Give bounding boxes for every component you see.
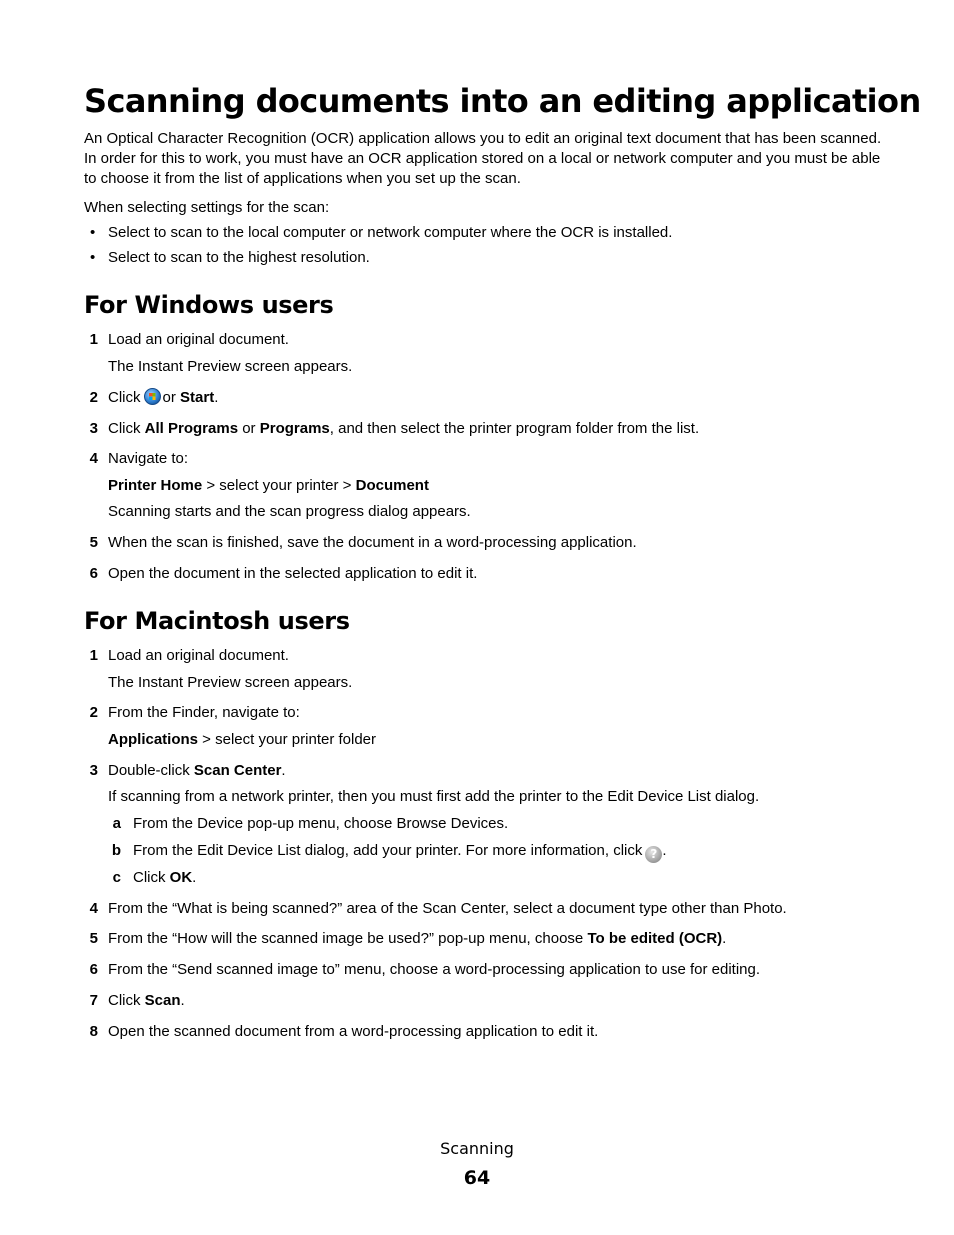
substep-letter: a [112, 815, 121, 832]
step-number: 5 [89, 534, 98, 551]
substep-text: Click OK. [133, 869, 197, 886]
navigation-path: Printer Home > select your printer > Document [108, 477, 429, 494]
step-number: 1 [89, 331, 98, 348]
step-text: Load an original document. [108, 331, 289, 348]
step-number: 4 [89, 450, 98, 467]
settings-lead: When selecting settings for the scan: [84, 199, 330, 216]
bullet-glyph: • [90, 224, 96, 241]
step-number: 4 [89, 900, 98, 917]
windows-heading: For Windows users [84, 291, 334, 319]
navigation-path: Applications > select your printer folder [108, 731, 377, 748]
step-number: 6 [89, 961, 98, 978]
substep-letter: c [112, 869, 121, 886]
step-text: From the “What is being scanned?” area of the Scan Center, select a document type other than Photo. [108, 900, 787, 917]
step-text: From the “Send scanned image to” menu, choose a word-processing application to use for editing. [108, 961, 761, 978]
step-number: 6 [89, 565, 98, 582]
step-number: 8 [89, 1023, 98, 1040]
step-text: Click or Start. [108, 389, 219, 406]
page-number: 64 [463, 1167, 491, 1189]
bullet-item: Select to scan to the local computer or network computer where the OCR is installed. [108, 224, 673, 241]
step-text: Click All Programs or Programs, and then select the printer program folder from the list. [108, 420, 700, 437]
substep-text: From the Edit Device List dialog, add your printer. For more information, click ? . [133, 842, 667, 861]
windows-start-orb-icon [144, 388, 161, 405]
macintosh-heading: For Macintosh users [84, 607, 350, 635]
step-subtext: The Instant Preview screen appears. [108, 358, 353, 375]
bullet-item: Select to scan to the highest resolution. [108, 249, 370, 266]
footer-section-label: Scanning [440, 1139, 514, 1158]
substep-letter: b [111, 842, 121, 859]
step-number: 3 [89, 762, 98, 779]
step-subtext: The Instant Preview screen appears. [108, 674, 353, 691]
step-number: 1 [89, 647, 98, 664]
page-title: Scanning documents into an editing application [84, 82, 921, 120]
step-number: 2 [89, 389, 98, 406]
step-number: 7 [89, 992, 98, 1009]
step-text: When the scan is finished, save the document in a word-processing application. [108, 534, 637, 551]
step-text: Open the scanned document from a word-processing application to edit it. [108, 1023, 599, 1040]
step-number: 2 [89, 704, 98, 721]
step-text: Navigate to: [108, 450, 189, 467]
step-number: 5 [89, 930, 98, 947]
step-text: From the “How will the scanned image be used?” pop-up menu, choose To be edited (OCR). [108, 930, 727, 947]
substep-text: From the Device pop-up menu, choose Browse Devices. [133, 815, 509, 832]
help-question-icon: ? [645, 846, 662, 863]
step-text: Double-click Scan Center. [108, 762, 286, 779]
bullet-glyph: • [90, 249, 96, 266]
intro-paragraph: An Optical Character Recognition (OCR) application allows you to edit an original text document that has been scanned. In order for this to work, you must have an OCR application stored on a local or network computer and you must be able to choose it from the list of applications when you set up the scan. [84, 130, 882, 187]
step-number: 3 [89, 420, 98, 437]
step-subtext: If scanning from a network printer, then you must first add the printer to the Edit Device List dialog. [108, 788, 760, 805]
step-text: Open the document in the selected application to edit it. [108, 565, 478, 582]
step-text: Load an original document. [108, 647, 289, 664]
step-text: Click Scan. [108, 992, 185, 1009]
step-subtext: Scanning starts and the scan progress dialog appears. [108, 503, 471, 520]
step-text: From the Finder, navigate to: [108, 704, 300, 721]
